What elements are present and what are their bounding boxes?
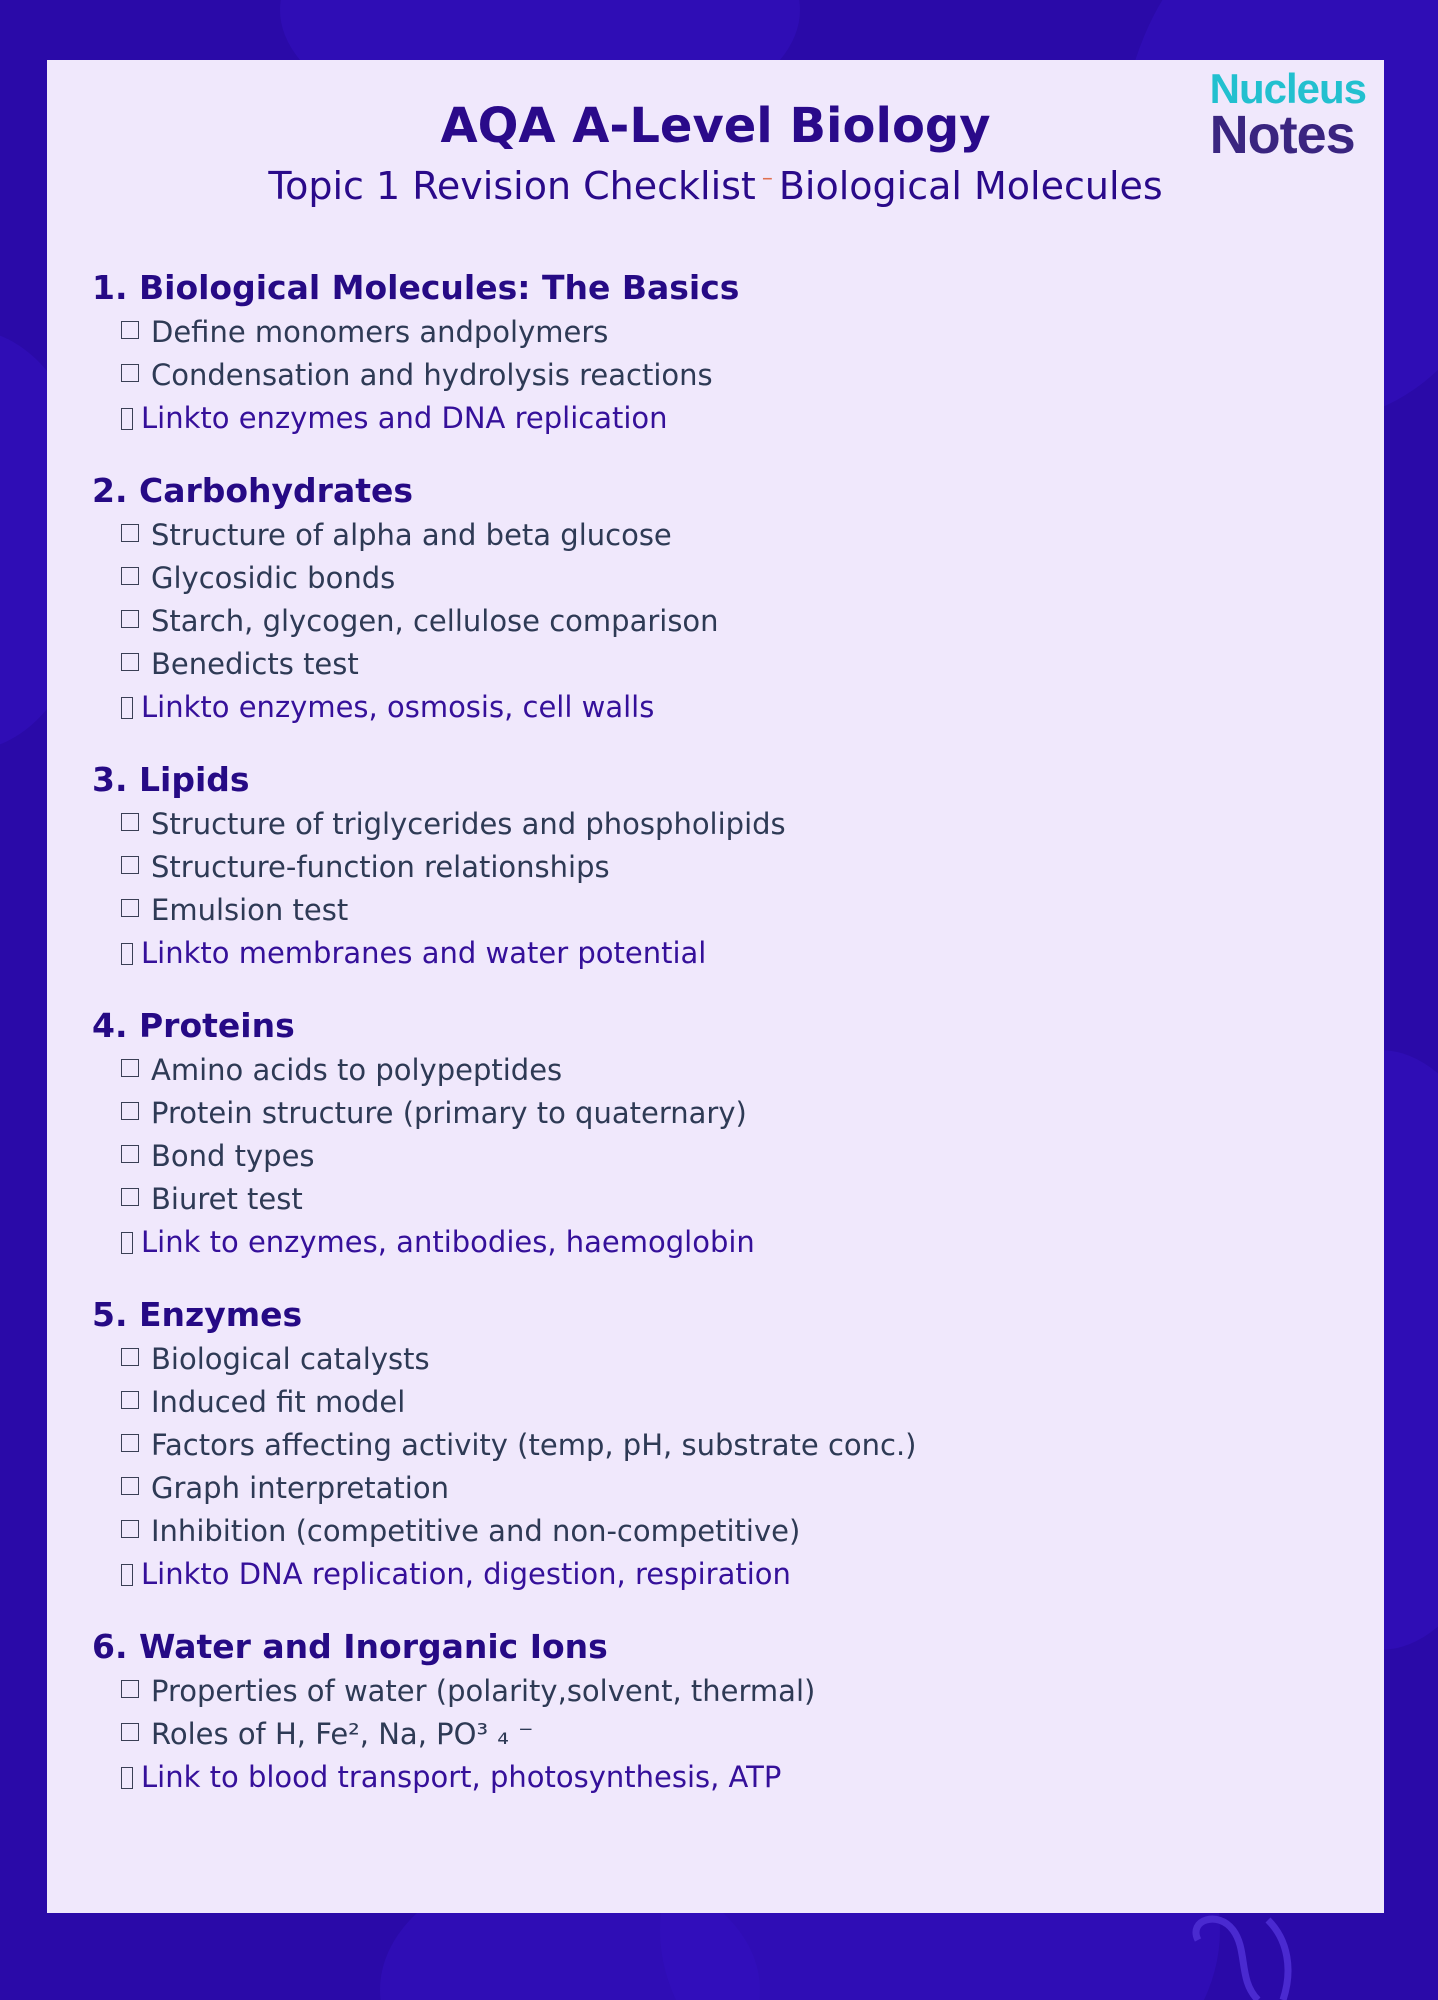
checkbox[interactable] <box>121 1723 139 1741</box>
link-note-label: Link to blood transport, photosynthesis, ATP <box>141 1760 782 1794</box>
checklist-section <box>92 1624 1332 1799</box>
link-glyph-icon <box>121 1767 133 1789</box>
link-note <box>92 397 1332 440</box>
checkbox[interactable] <box>121 1520 139 1538</box>
checklist-item-label: Roles of H, Fe², Na, PO³ ₄ ⁻ <box>151 1717 534 1751</box>
checklist-item <box>92 557 1332 600</box>
section-heading: 2. Carbohydrates <box>92 471 414 510</box>
link-note <box>92 1553 1332 1596</box>
checklist-item <box>92 1510 1332 1553</box>
checkbox[interactable] <box>121 1188 139 1206</box>
link-note-label: Link to enzymes, antibodies, haemoglobin <box>141 1225 755 1259</box>
checklist-item-label: Benedicts test <box>151 647 359 681</box>
checklist-item-label: Biuret test <box>151 1182 303 1216</box>
checklist-item-label: Define monomers andpolymers <box>151 315 609 349</box>
subtitle-dash-icon: – <box>761 166 773 192</box>
checkbox[interactable] <box>121 610 139 628</box>
page-title: AQA A-Level Biology <box>440 98 991 154</box>
link-note <box>92 1756 1332 1799</box>
link-note <box>92 1221 1332 1264</box>
page-subtitle <box>47 164 1384 208</box>
section-heading: 6. Water and Inorganic Ions <box>92 1627 608 1666</box>
checkbox[interactable] <box>121 813 139 831</box>
section-heading: 5. Enzymes <box>92 1295 303 1334</box>
checklist-item-label: Starch, glycogen, cellulose comparison <box>151 604 719 638</box>
link-note <box>92 932 1332 975</box>
checklist-item <box>92 1424 1332 1467</box>
checklist-item <box>92 1381 1332 1424</box>
checkbox[interactable] <box>121 1434 139 1452</box>
checkbox[interactable] <box>121 653 139 671</box>
subtitle-name: Biological Molecules <box>778 164 1163 208</box>
checkbox[interactable] <box>121 1477 139 1495</box>
checklist-section <box>92 757 1332 975</box>
checklist-section <box>92 1292 1332 1596</box>
checkbox[interactable] <box>121 856 139 874</box>
checklist-section <box>92 265 1332 440</box>
checklist-item <box>92 803 1332 846</box>
subtitle-topic: Topic 1 Revision Checklist <box>268 164 756 208</box>
checklist-section <box>92 1003 1332 1264</box>
checkbox[interactable] <box>121 1145 139 1163</box>
checklist-item <box>92 846 1332 889</box>
checkbox[interactable] <box>121 1059 139 1077</box>
checklist-item-label: Condensation and hydrolysis reactions <box>151 358 713 392</box>
checkbox[interactable] <box>121 1680 139 1698</box>
checklist-item <box>92 1467 1332 1510</box>
link-glyph-icon <box>121 1232 133 1254</box>
logo-line-1: Nucleus <box>1209 65 1366 112</box>
checklist-item <box>92 1135 1332 1178</box>
checklist-item <box>92 1178 1332 1221</box>
checklist-item-label: Amino acids to polypeptides <box>151 1053 563 1087</box>
checklist-item <box>92 1338 1332 1381</box>
checklist-sections <box>92 265 1332 1827</box>
checklist-card <box>47 60 1384 1913</box>
link-note-label: Linkto enzymes and DNA replication <box>141 401 668 435</box>
checklist-item <box>92 1713 1332 1756</box>
checklist-item-label: Emulsion test <box>151 893 349 927</box>
checklist-item-label: Biological catalysts <box>151 1342 430 1376</box>
checklist-item <box>92 1049 1332 1092</box>
link-note-label: Linkto membranes and water potential <box>141 936 707 970</box>
checklist-item-label: Factors affecting activity (temp, pH, substrate conc.) <box>151 1428 917 1462</box>
checkbox[interactable] <box>121 899 139 917</box>
checklist-item <box>92 1092 1332 1135</box>
checklist-item <box>92 600 1332 643</box>
checklist-item <box>92 311 1332 354</box>
link-note <box>92 686 1332 729</box>
decorative-swirl-icon <box>1178 1910 1308 2000</box>
checklist-section <box>92 468 1332 729</box>
checklist-item-label: Inhibition (competitive and non-competitive) <box>151 1514 801 1548</box>
section-heading: 4. Proteins <box>92 1006 295 1045</box>
checklist-item-label: Bond types <box>151 1139 315 1173</box>
checklist-item-label: Structure-function relationships <box>151 850 610 884</box>
checklist-item <box>92 354 1332 397</box>
checkbox[interactable] <box>121 1348 139 1366</box>
checklist-item <box>92 514 1332 557</box>
link-glyph-icon <box>121 1564 133 1586</box>
checklist-item-label: Structure of alpha and beta glucose <box>151 518 672 552</box>
link-note-label: Linkto DNA replication, digestion, respiration <box>141 1557 791 1591</box>
link-glyph-icon <box>121 697 133 719</box>
logo-line-2: Notes <box>1209 105 1355 165</box>
link-glyph-icon <box>121 943 133 965</box>
section-heading: 1. Biological Molecules: The Basics <box>92 268 740 307</box>
checkbox[interactable] <box>121 364 139 382</box>
checkbox[interactable] <box>121 567 139 585</box>
link-glyph-icon <box>121 408 133 430</box>
checklist-item <box>92 1670 1332 1713</box>
checklist-item <box>92 643 1332 686</box>
checklist-item-label: Protein structure (primary to quaternary) <box>151 1096 747 1130</box>
checklist-item <box>92 889 1332 932</box>
checkbox[interactable] <box>121 1391 139 1409</box>
checkbox[interactable] <box>121 321 139 339</box>
section-heading: 3. Lipids <box>92 760 250 799</box>
checklist-item-label: Induced fit model <box>151 1385 406 1419</box>
checkbox[interactable] <box>121 1102 139 1120</box>
checklist-item-label: Graph interpretation <box>151 1471 449 1505</box>
checklist-item-label: Properties of water (polarity,solvent, thermal) <box>151 1674 816 1708</box>
checklist-item-label: Structure of triglycerides and phospholipids <box>151 807 786 841</box>
link-note-label: Linkto enzymes, osmosis, cell walls <box>141 690 655 724</box>
checklist-item-label: Glycosidic bonds <box>151 561 396 595</box>
checkbox[interactable] <box>121 524 139 542</box>
